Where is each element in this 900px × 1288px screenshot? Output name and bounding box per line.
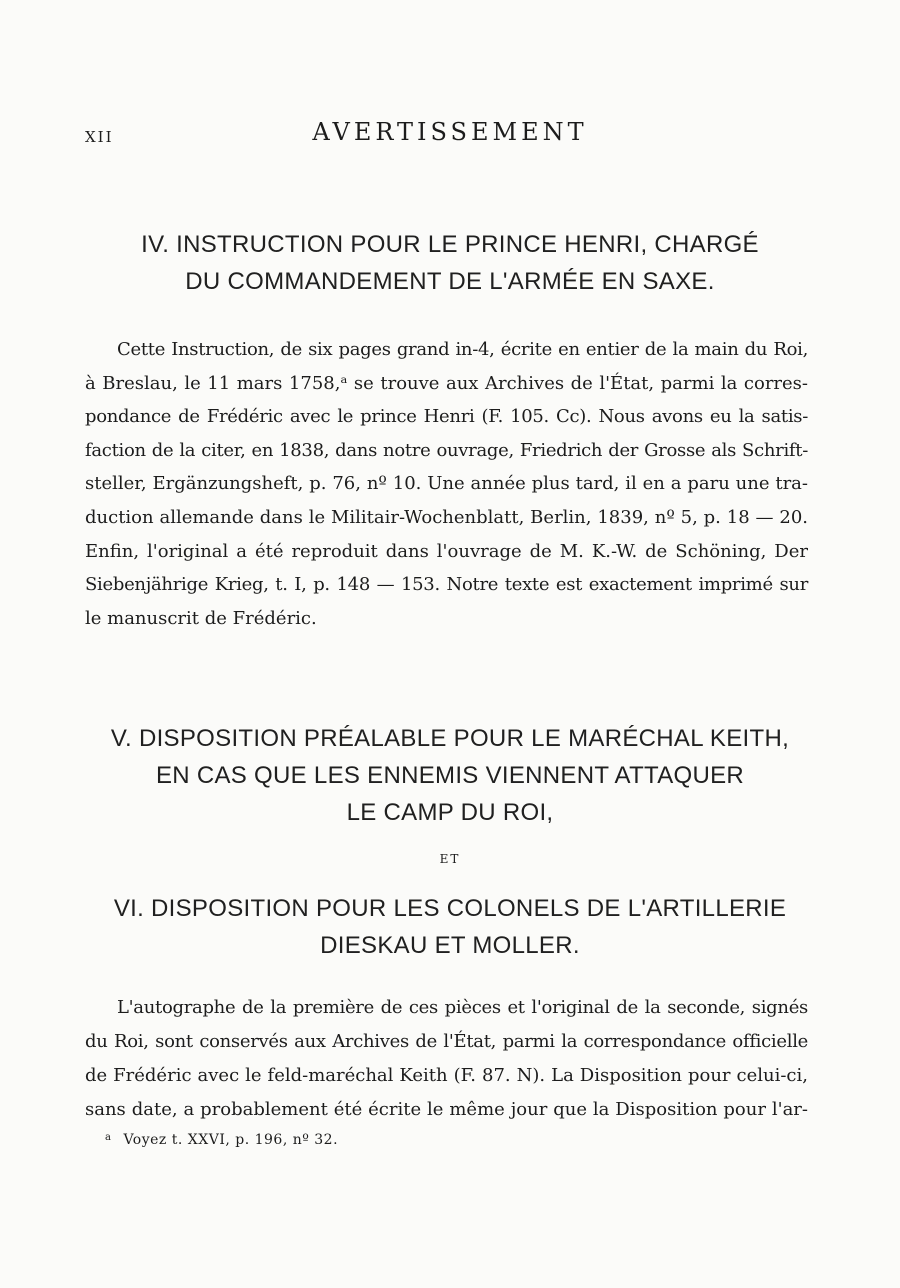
section-vi-heading [60, 890, 840, 964]
section-iv-paragraph [85, 333, 808, 635]
section-iv-heading [60, 226, 840, 300]
paragraph-line: à Breslau, le 11 mars 1758,ᵃ se trouve aux Archives de l'État, parmi la corres- [85, 372, 808, 394]
heading-connector: ET [439, 852, 461, 866]
running-head [85, 118, 815, 152]
paragraph-line: faction de la citer, en 1838, dans notre ouvrage, Friedrich der Grosse als Schrift- [85, 439, 808, 461]
heading-line: V. DISPOSITION PRÉALABLE POUR LE MARÉCHAL KEITH, [110, 725, 790, 752]
heading-line: EN CAS QUE LES ENNEMIS VIENNENT ATTAQUER [155, 762, 745, 789]
heading-line: IV. INSTRUCTION POUR LE PRINCE HENRI, CHARGÉ [141, 231, 759, 258]
paragraph-line: sans date, a probablement été écrite le même jour que la Disposition pour l'ar- [85, 1099, 808, 1120]
footnote-mark: a [105, 1132, 112, 1143]
section-vi-paragraph [85, 991, 808, 1127]
footnote [105, 1132, 815, 1148]
heading-line: LE CAMP DU ROI, [346, 799, 554, 826]
heading-line: DIESKAU ET MOLLER. [320, 932, 580, 959]
paragraph-line: Enfin, l'original a été reproduit dans l'ouvrage de M. K.-W. de Schöning, Der [85, 540, 808, 562]
paragraph-line: Siebenjährige Krieg, t. I, p. 148 — 153. Notre texte est exactement imprimé sur [85, 574, 808, 596]
heading-line: DU COMMANDEMENT DE L'ARMÉE EN SAXE. [185, 268, 715, 295]
paragraph-line: de Frédéric avec le feld-maréchal Keith (F. 87. N). La Disposition pour celui-ci, [85, 1065, 808, 1086]
paragraph-line: steller, Ergänzungsheft, p. 76, nº 10. Une année plus tard, il en a paru une tra- [85, 473, 808, 495]
paragraph-line: le manuscrit de Frédéric. [85, 607, 317, 629]
paragraph-line: pondance de Frédéric avec le prince Henri (F. 105. Cc). Nous avons eu la satis- [85, 406, 808, 428]
paragraph-line: L'autographe de la première de ces pièces et l'original de la seconde, signés [117, 997, 808, 1018]
paragraph-line: duction allemande dans le Militair-Wochenblatt, Berlin, 1839, nº 5, p. 18 — 20. [85, 506, 808, 528]
footnote-text: Voyez t. XXVI, p. 196, nº 32. [123, 1132, 339, 1148]
running-title: AVERTISSEMENT [312, 118, 588, 146]
heading-line: VI. DISPOSITION POUR LES COLONELS DE L'ARTILLERIE [113, 895, 787, 922]
page-number: XII [85, 128, 114, 146]
paragraph-line: du Roi, sont conservés aux Archives de l'État, parmi la correspondance officielle [85, 1031, 808, 1052]
section-v-heading [60, 720, 840, 831]
paragraph-line: Cette Instruction, de six pages grand in-4, écrite en entier de la main du Roi, [117, 339, 808, 360]
